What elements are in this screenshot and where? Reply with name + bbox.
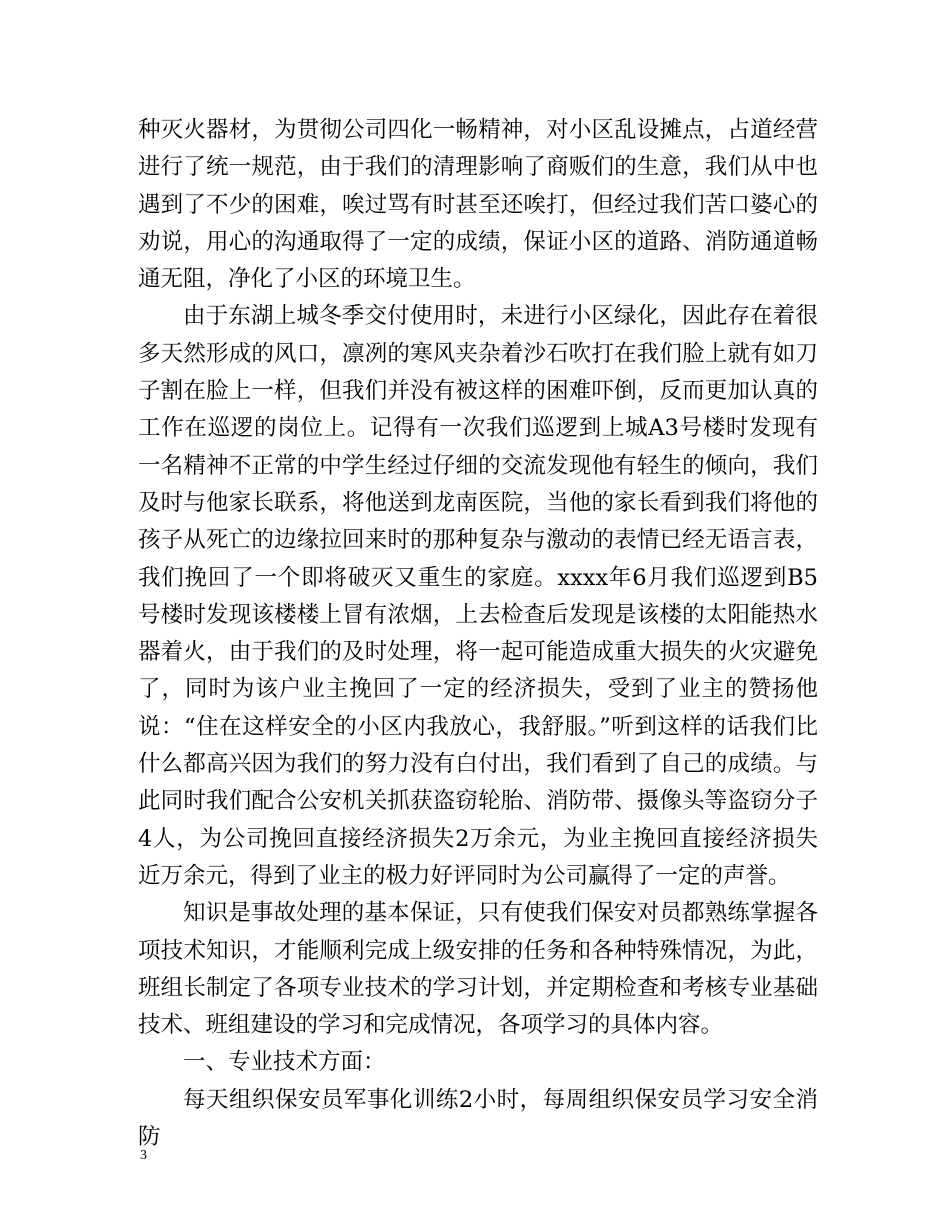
paragraph-1: 种灭火器材，为贯彻公司四化一畅精神，对小区乱设摊点，占道经营进行了统一规范，由于我们的清理影响了商贩们的生意，我们从中也遇到了不少的困难，唉过骂有时甚至还唉打，但经过我们苦口婆心的劝说，用心的沟通取得了一定的成绩，保证小区的道路、消防通道畅通无阻，净化了小区的环境卫生。 bbox=[138, 117, 818, 293]
paragraph-3: 知识是事故处理的基本保证，只有使我们保安对员都熟练掌握各项技术知识，才能顺利完成上级安排的任务和各种特殊情况，为此，班组长制定了各项专业技术的学习计划，并定期检查和考核专业基础技术、班组建设的学习和完成情况，各项学习的具体内容。 bbox=[138, 900, 818, 1039]
body-text bbox=[138, 112, 818, 1156]
page-number: 3 bbox=[140, 1148, 147, 1163]
section-heading-professional-skills: 一、专业技术方面： bbox=[183, 1049, 386, 1076]
paragraph-4: 每天组织保安员军事化训练2小时，每周组织保安员学习安全消防 bbox=[138, 1086, 818, 1151]
paragraph-2: 由于东湖上城冬季交付使用时，未进行小区绿化，因此存在着很多天然形成的风口，凛冽的寒风夹杂着沙石吹打在我们脸上就有如刀子割在脸上一样，但我们并没有被这样的困难吓倒，反而更加认真的工作在巡逻的岗位上。记得有一次我们巡逻到上城A3号楼时发现有一名精神不正常的中学生经过仔细的交流发现他有轻生的倾向，我们及时与他家长联系，将他送到龙南医院，当他的家长看到我们将他的孩子从死亡的边缘拉回来时的那种复杂与激动的表情已经无语言表，我们挽回了一个即将破灭又重生的家庭。xxxx年6月我们巡逻到B5号楼时发现该楼楼上冒有浓烟，上去检查后发现是该楼的太阳能热水器着火，由于我们的及时处理，将一起可能造成重大损失的火灾避免了，同时为该户业主挽回了一定的经济损失，受到了业主的赞扬他说：“住在这样安全的小区内我放心，我舒服。”听到这样的话我们比什么都高兴因为我们的努力没有白付出，我们看到了自己的成绩。与此同时我们配合公安机关抓获盗窃轮胎、消防带、摄像头等盗窃分子4人，为公司挽回直接经济损失2万余元，为业主挽回直接经济损失近万余元，得到了业主的极力好评同时为公司赢得了一定的声誉。 bbox=[138, 303, 818, 889]
